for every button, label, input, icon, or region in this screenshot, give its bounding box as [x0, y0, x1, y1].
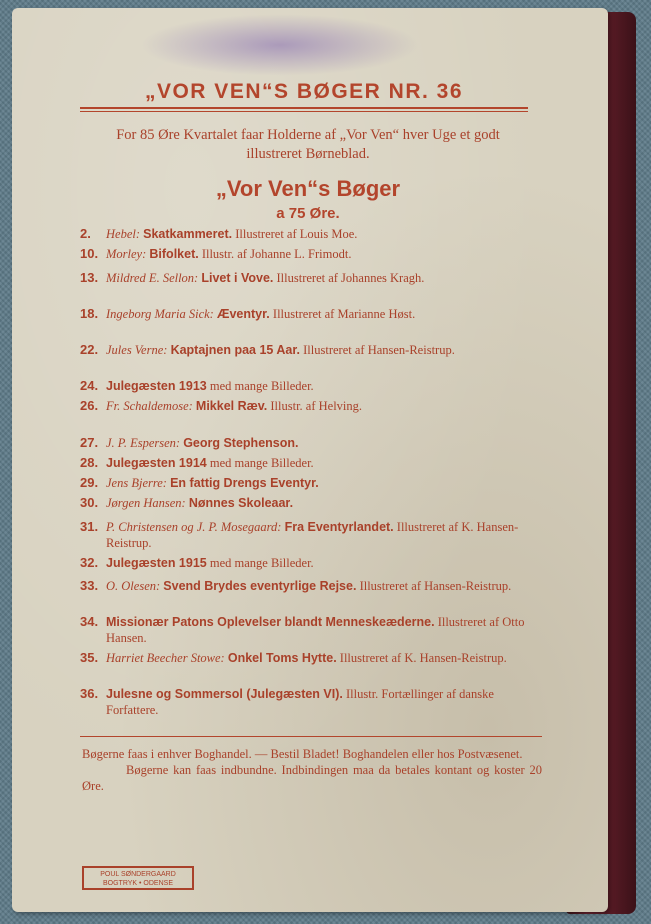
book-title: En fattig Drengs Eventyr. [170, 476, 319, 490]
book-entry [80, 270, 542, 286]
book-subtitle: Illustreret af Louis Moe. [235, 227, 358, 241]
book-entry [80, 578, 542, 594]
book-subtitle: Illustreret af Marianne Høst. [272, 307, 416, 321]
book-number: 36. [80, 686, 99, 701]
book-title: Julegæsten 1915 [106, 556, 207, 570]
footer-line-1: Bøgerne faas i enhver Boghandel. — Bestil Bladet! Boghandelen eller hos Postvæsenet. [82, 747, 523, 761]
book-entry [80, 686, 542, 718]
list-title: „Vor Ven“s Bøger [215, 176, 401, 201]
book-subtitle: Illustreret af Hansen-Reistrup. [303, 343, 455, 357]
book-text [106, 455, 542, 471]
book-text [106, 246, 542, 262]
book-title: Bifolket. [149, 247, 199, 261]
book-number: 30. [80, 495, 99, 510]
book-number: 26. [80, 398, 99, 413]
book-back-cover [12, 8, 608, 912]
book-number: 13. [80, 270, 99, 285]
book-text [106, 650, 542, 666]
book-title: Kaptajnen paa 15 Aar. [170, 343, 301, 357]
book-text [106, 435, 542, 451]
book-number: 10. [80, 246, 99, 261]
book-text [106, 578, 542, 594]
book-text [106, 342, 542, 358]
book-entry [80, 306, 542, 322]
book-number: 24. [80, 378, 99, 393]
book-entry [80, 455, 542, 471]
book-text [106, 306, 542, 322]
intro-text: For 85 Øre Kvartalet faar Holderne af „Vor Ven“ hver Uge et godt illustreret Børneblad. [116, 127, 500, 162]
book-subtitle: med mange Billeder. [209, 456, 314, 470]
book-author: Jens Bjerre: [106, 476, 167, 490]
printer-mark-line-1: POUL SØNDERGAARD [100, 871, 176, 878]
book-text [106, 495, 542, 511]
footer-rule [80, 736, 542, 737]
book-title: Missionær Patons Oplevelser blandt Menneskeæderne. [106, 615, 435, 629]
book-entry [80, 650, 542, 666]
book-subtitle: med mange Billeder. [209, 556, 314, 570]
footer-line-2: Bøgerne kan faas indbundne. Indbindingen maa da betales kontant og koster 20 Øre. [82, 763, 542, 793]
book-text [106, 519, 542, 551]
book-author: Morley: [106, 247, 147, 261]
book-text [106, 270, 542, 286]
price-line: a 75 Øre. [276, 205, 340, 222]
book-title: Livet i Vove. [201, 271, 274, 285]
book-entry [80, 435, 542, 451]
book-text [106, 398, 542, 414]
book-author: O. Olesen: [106, 579, 161, 593]
book-entry [80, 226, 542, 242]
footer-notes [82, 746, 542, 794]
book-number: 32. [80, 555, 99, 570]
book-subtitle: Illustreret af Otto Hansen. [106, 615, 525, 645]
book-title: Svend Brydes eventyrlige Rejse. [163, 579, 357, 593]
book-entry [80, 475, 542, 491]
book-title: Julegæsten 1913 [106, 379, 207, 393]
book-author: Jules Verne: [106, 343, 168, 357]
book-title: Georg Stephenson. [183, 436, 299, 450]
book-subtitle: Illustr. Fortællinger af danske Forfattere. [106, 687, 494, 717]
book-author: J. P. Espersen: [106, 436, 181, 450]
book-subtitle: Illustreret af K. Hansen-Reistrup. [106, 520, 519, 550]
book-title: Julegæsten 1914 [106, 456, 207, 470]
book-title: Onkel Toms Hytte. [227, 651, 337, 665]
book-author: P. Christensen og J. P. Mosegaard: [106, 520, 282, 534]
book-text [106, 686, 542, 718]
book-entry [80, 246, 542, 262]
book-subtitle: Illustr. af Helving. [270, 399, 363, 413]
book-author: Ingeborg Maria Sick: [106, 307, 214, 321]
book-title: Julesne og Sommersol (Julegæsten VI). [106, 687, 343, 701]
book-text [106, 378, 542, 394]
book-title: Æventyr. [216, 307, 270, 321]
book-number: 34. [80, 614, 99, 629]
book-entry [80, 342, 542, 358]
book-title: Skatkammeret. [143, 227, 233, 241]
series-title: „VOR VEN“S BØGER NR. 36 [144, 80, 464, 103]
book-author: Hebel: [106, 227, 141, 241]
book-entry [80, 519, 542, 551]
printer-mark-line-2: BOGTRYK • ODENSE [102, 880, 173, 887]
book-number: 18. [80, 306, 99, 321]
title-rule-top [80, 107, 528, 109]
book-entry [80, 398, 542, 414]
book-title: Nønnes Skoleaar. [188, 496, 294, 510]
book-subtitle: Illustr. af Johanne L. Frimodt. [201, 247, 352, 261]
book-author: Harriet Beecher Stowe: [106, 651, 225, 665]
book-number: 27. [80, 435, 99, 450]
book-number: 31. [80, 519, 99, 534]
book-title: Mikkel Ræv. [195, 399, 268, 413]
title-rule-bottom [80, 111, 528, 112]
book-text [106, 555, 542, 571]
book-entry [80, 555, 542, 571]
book-text [106, 614, 542, 646]
book-number: 33. [80, 578, 99, 593]
book-subtitle: Illustreret af Johannes Kragh. [276, 271, 425, 285]
book-subtitle: Illustreret af K. Hansen-Reistrup. [339, 651, 507, 665]
book-number: 29. [80, 475, 99, 490]
book-author: Fr. Schaldemose: [106, 399, 193, 413]
book-subtitle: med mange Billeder. [209, 379, 314, 393]
book-number: 22. [80, 342, 99, 357]
book-entry [80, 614, 542, 646]
book-number: 2. [80, 226, 91, 241]
printer-mark [82, 866, 194, 890]
book-number: 35. [80, 650, 99, 665]
book-entry [80, 378, 542, 394]
book-text [106, 226, 542, 242]
book-text [106, 475, 542, 491]
book-number: 28. [80, 455, 99, 470]
book-author: Jørgen Hansen: [106, 496, 186, 510]
book-author: Mildred E. Sellon: [106, 271, 199, 285]
ink-stamp-smudge [140, 14, 420, 76]
book-title: Fra Eventyrlandet. [284, 520, 394, 534]
book-subtitle: Illustreret af Hansen-Reistrup. [359, 579, 512, 593]
book-entry [80, 495, 542, 511]
